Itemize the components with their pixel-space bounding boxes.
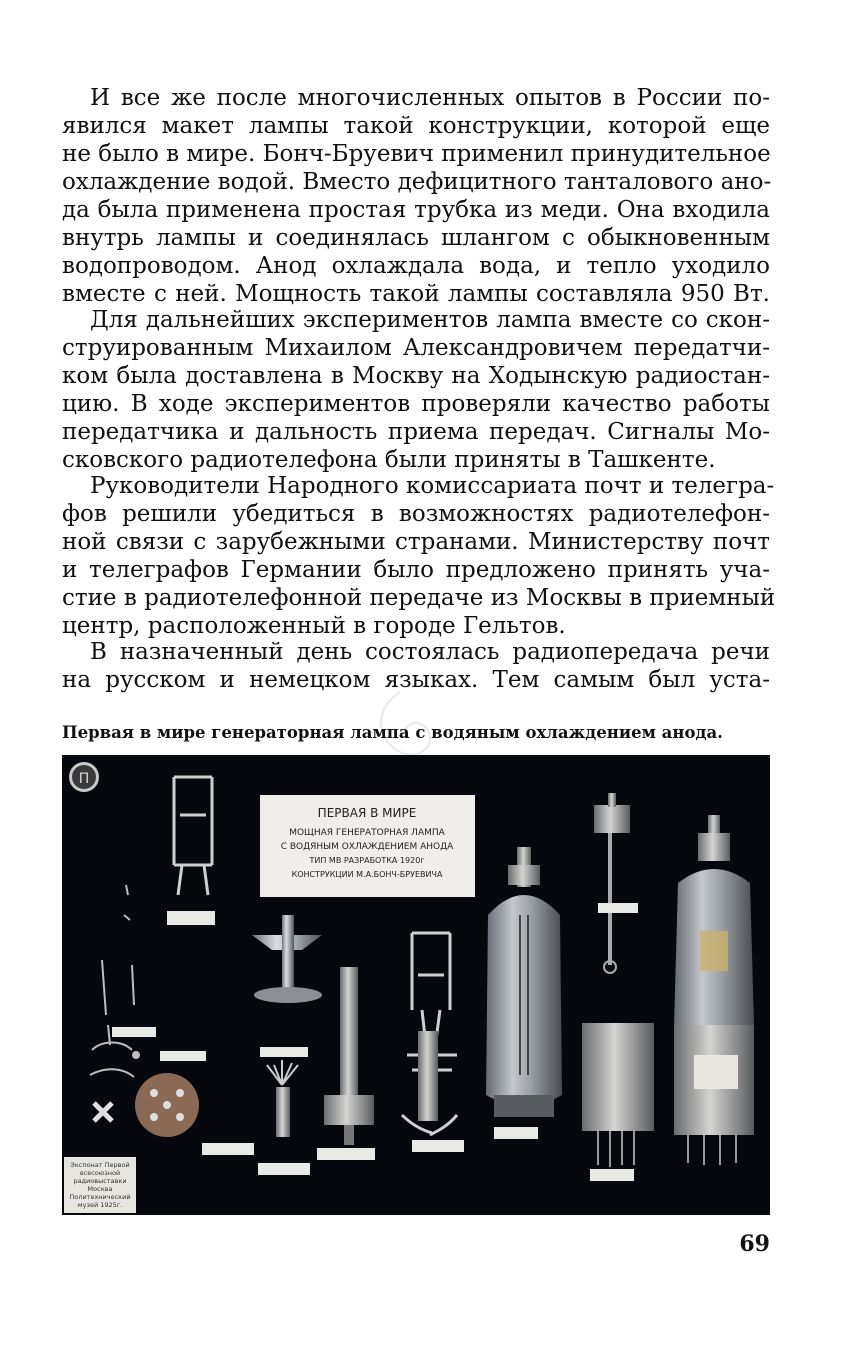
figure-caption: Первая в мире генераторная лампа с водяным охлаждением анода.: [62, 723, 723, 742]
note-line: радиовыставки: [73, 1177, 127, 1185]
part-label: [167, 911, 215, 925]
text-line: стие в радиотелефонной передаче из Москвы в приемный: [62, 585, 776, 611]
text-line: И все же после многочисленных опытов в России по-: [90, 85, 770, 111]
text-line: не было в мире. Бонч-Бруевич применил принудительное: [62, 141, 771, 167]
page-number: 69: [739, 1231, 770, 1257]
sign-line: ТИП МВ РАЗРАБОТКА 1920г: [309, 856, 425, 865]
text-line: струированным Михаилом Александровичем передатчи-: [62, 335, 770, 361]
text-line: передатчика и дальность приема передач. Сигналы Мо-: [62, 419, 770, 445]
exhibit-note: [64, 1157, 136, 1213]
part-label: [494, 1127, 538, 1139]
lamp-base-disk: [135, 1073, 199, 1137]
sign-line: ПЕРВАЯ В МИРЕ: [317, 806, 417, 820]
text-line: ной связи с зарубежными странами. Министерству почт: [62, 529, 770, 555]
text-line: цию. В ходе экспериментов проверяли качество работы: [62, 391, 770, 417]
part-label: [260, 1047, 308, 1057]
text-line: В назначенный день состоялась радиопередача речи: [90, 639, 770, 665]
part-label: [160, 1051, 206, 1061]
text-line: вместе с ней. Мощность такой лампы составляла 950 Вт.: [62, 281, 770, 307]
museum-logo-icon: [69, 762, 99, 792]
part-label: [598, 903, 638, 913]
electrode-stem: [418, 1031, 438, 1121]
part-label: [590, 1169, 634, 1181]
part-label: [317, 1148, 375, 1160]
note-line: музей 1925г.: [77, 1201, 123, 1209]
text-line: Для дальнейших экспериментов лампа вместе со скон-: [90, 307, 770, 333]
text-line: водопроводом. Анод охлаждала вода, и тепло уходило: [62, 253, 770, 279]
text-line: внутрь лампы и соединялась шлангом с обыкновенным: [62, 225, 770, 251]
note-line: Экспонат Первой: [70, 1161, 130, 1169]
sign-line: С ВОДЯНЫМ ОХЛАЖДЕНИЕМ АНОДА: [280, 842, 454, 852]
exhibit-photo: [62, 755, 770, 1215]
text-line: и телеграфов Германии было предложено принять уча-: [62, 557, 770, 583]
sign-line: КОНСТРУКЦИИ М.А.БОНЧ-БРУЕВИЧА: [291, 870, 443, 879]
text-line: ком была доставлена в Москву на Ходынскую радиостан-: [62, 363, 770, 389]
text-line: явился макет лампы такой конструкции, которой еще: [62, 113, 770, 139]
exhibit-sign: [260, 795, 475, 897]
part-label: [112, 1027, 156, 1037]
text-line: Руководители Народного комиссариата почт и телегра-: [90, 473, 775, 499]
svg-text:П: П: [78, 771, 90, 787]
text-line: охлаждение водой. Вместо дефицитного танталового ано-: [62, 169, 772, 195]
part-label: [412, 1140, 464, 1152]
exhibit-illustration: [62, 755, 770, 1215]
part-label: [258, 1163, 310, 1175]
note-line: всесоюзной: [79, 1169, 121, 1177]
text-line: на русском и немецком языках. Тем самым был уста-: [62, 667, 770, 693]
note-line: Москва: [87, 1185, 113, 1193]
text-line: да была применена простая трубка из меди. Она входила: [62, 197, 770, 223]
text-line: фов решили убедиться в возможностях радиотелефон-: [62, 501, 770, 527]
text-line: центр, расположенный в городе Гельтов.: [62, 613, 566, 639]
sign-line: МОЩНАЯ ГЕНЕРАТОРНАЯ ЛАМПА: [289, 828, 445, 838]
note-line: Политехнический: [69, 1193, 131, 1201]
part-label: [202, 1143, 254, 1155]
text-line: сковского радиотелефона были приняты в Ташкенте.: [62, 447, 716, 473]
